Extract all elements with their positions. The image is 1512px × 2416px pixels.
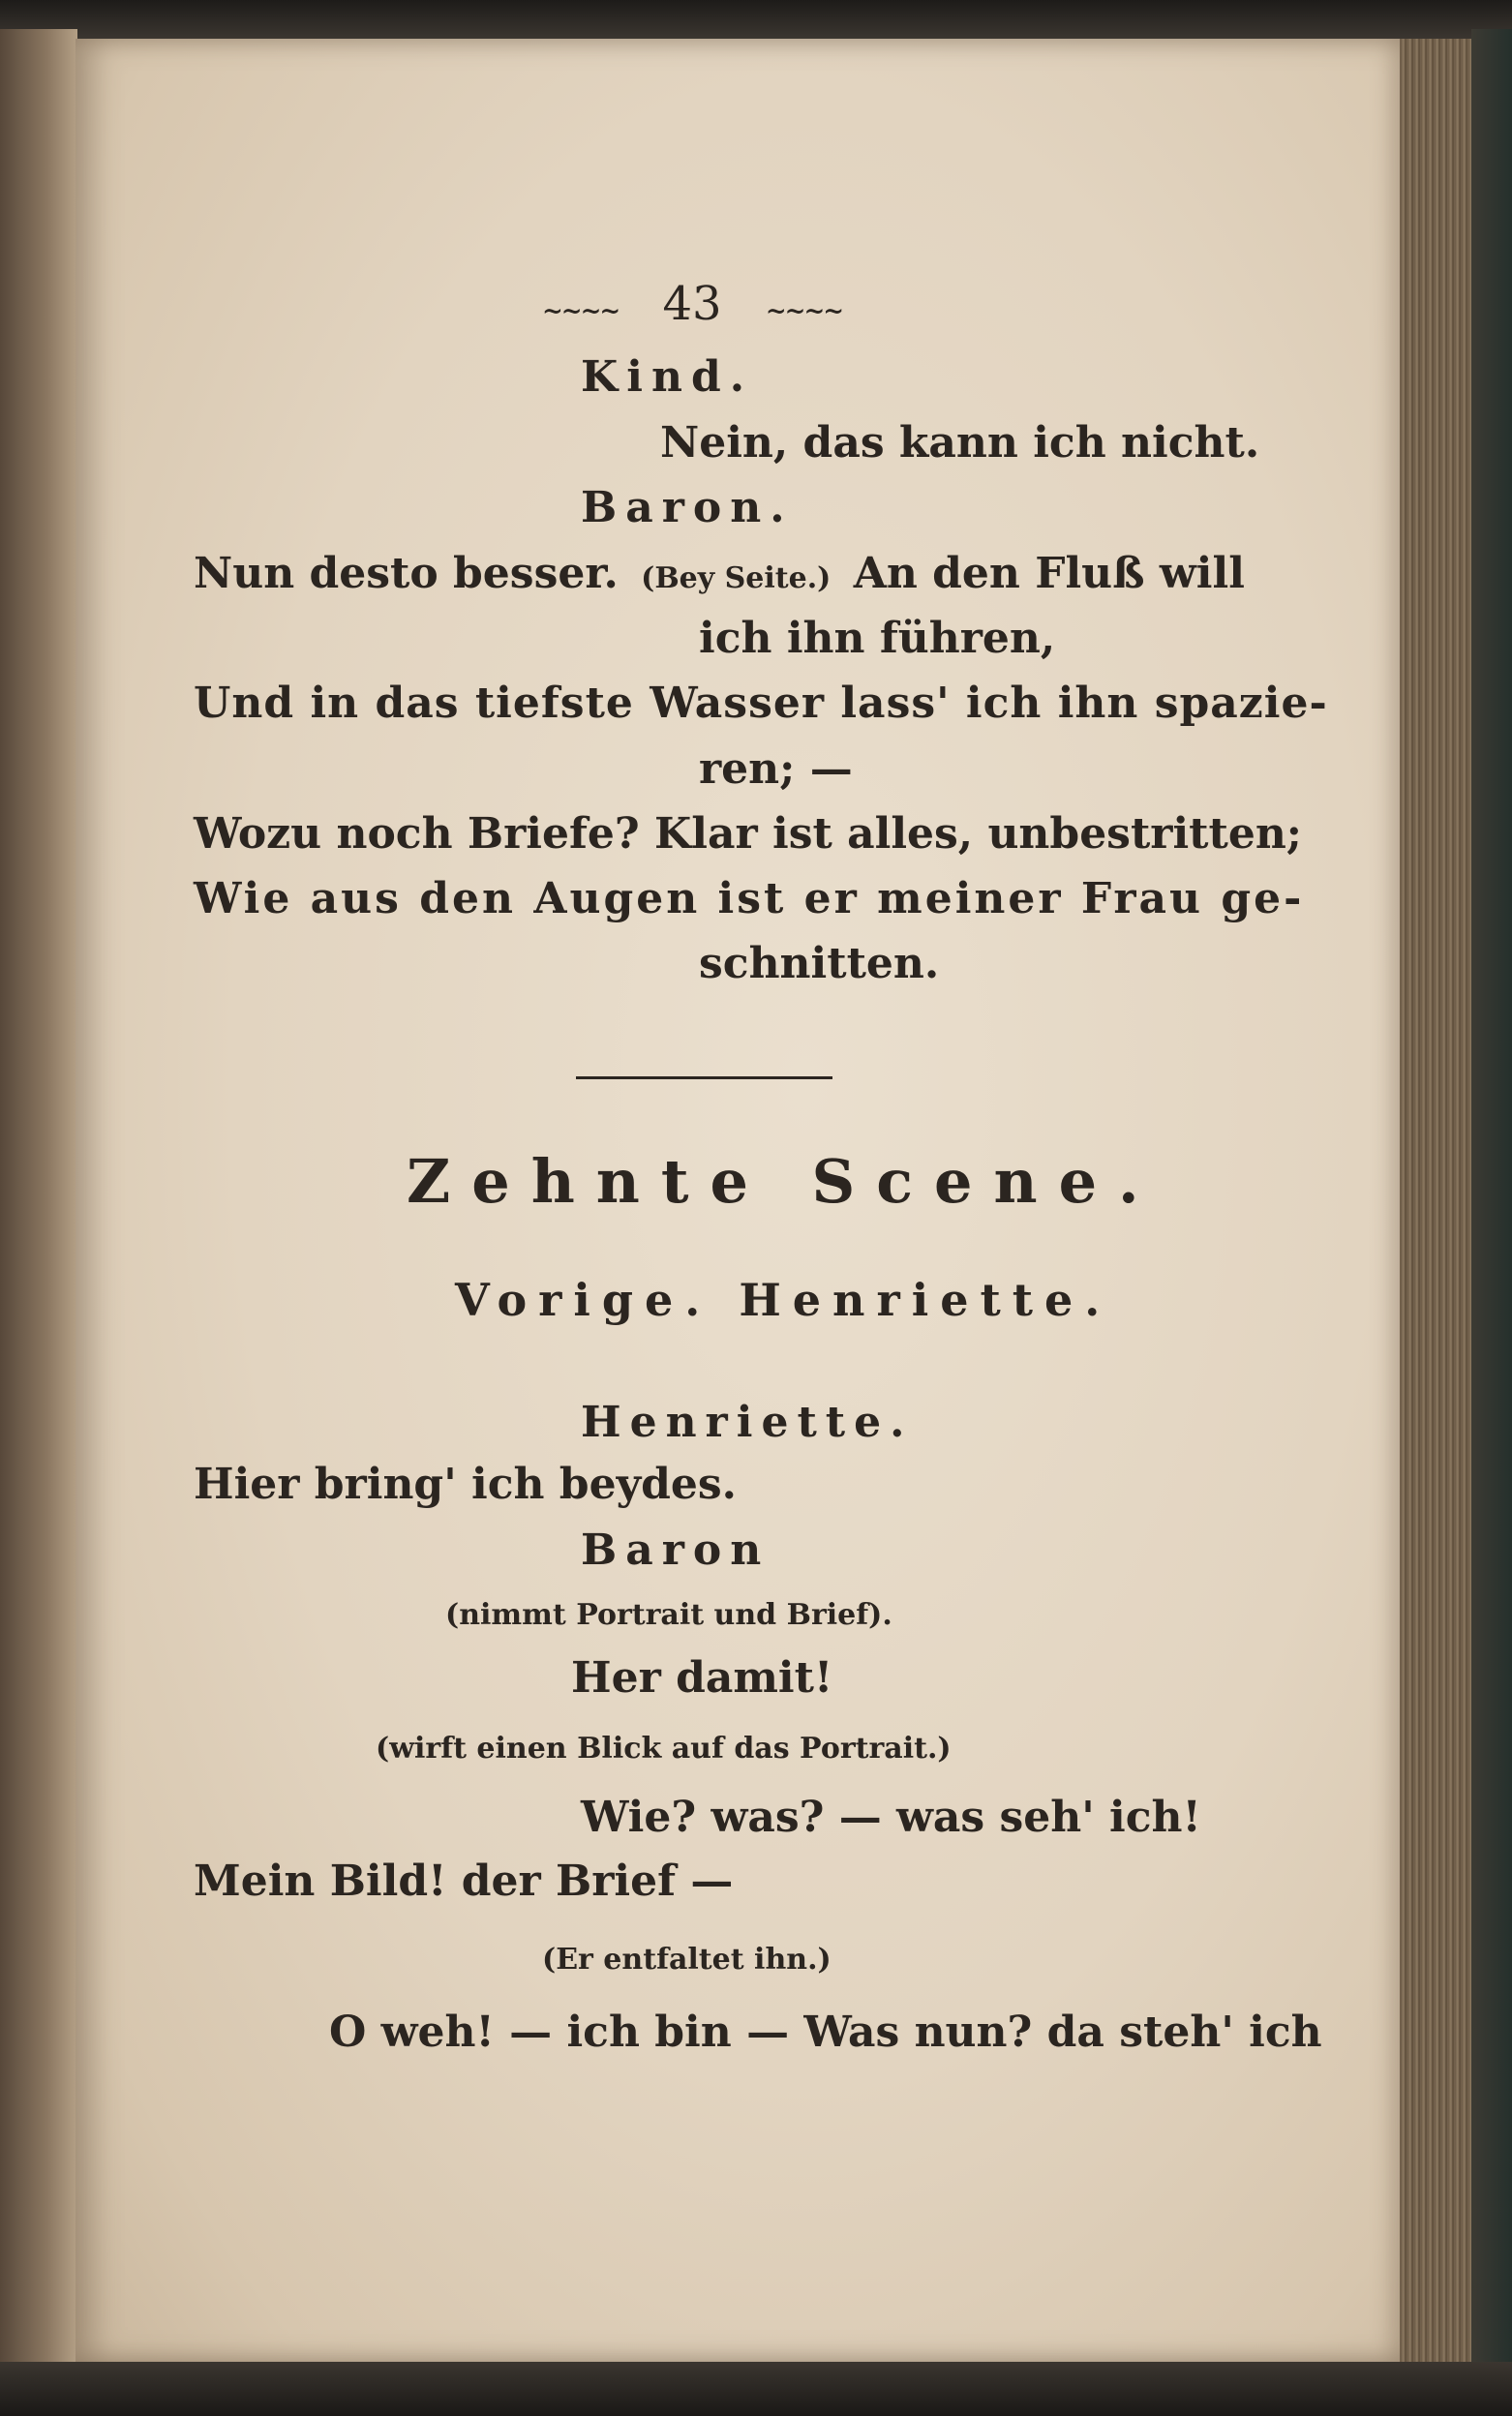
book-cover-bottom [0,2362,1512,2416]
text-segment: An den Fluß will [853,549,1245,598]
text-line: Wie? was? — was seh' ich! [581,1793,1201,1842]
text-line: schnitten. [699,939,940,988]
text-line: Wozu noch Briefe? Klar ist alles, unbestritten; [194,809,1303,859]
text-line: Nein, das kann ich nicht. [660,418,1260,468]
scene-heading: Zehnte Scene. [407,1146,1161,1217]
page-number: 43 [662,277,722,331]
text-line: Mein Bild! der Brief — [194,1857,734,1906]
scene-persons: Vorige. Henriette. [455,1274,1112,1326]
text-line: Her damit! [571,1653,833,1703]
text-line: ren; — [699,744,853,794]
text-line: Und in das tiefste Wasser lass' ich ihn spazie- [194,679,1328,728]
book-gutter [0,29,77,2371]
book-cover-right [1471,29,1512,2381]
section-divider [576,1076,832,1079]
text-line [194,549,1245,598]
text-line: Wie aus den Augen ist er meiner Frau ge- [194,874,1305,923]
speaker-kind: Kind. [581,352,754,402]
speaker-henriette: Henriette. [581,1398,914,1447]
header-ornament-right: ~~~~ [765,297,843,326]
stage-direction: (Bey Seite.) [641,561,832,595]
text-segment: Nun desto besser. [194,549,619,598]
text-line: O weh! — ich bin — Was nun? da steh' ich [329,2008,1322,2057]
book-cover-top [0,0,1512,39]
speaker-baron: Baron. [581,483,794,532]
text-line: ich ihn führen, [699,614,1056,663]
stage-direction: (nimmt Portrait und Brief). [445,1598,892,1632]
header-ornament-left: ~~~~ [542,297,620,326]
page-header [542,277,843,331]
speaker-baron: Baron [581,1525,771,1575]
stage-direction: (Er entfaltet ihn.) [542,1943,832,1977]
text-line: Hier bring' ich beydes. [194,1460,737,1509]
stage-direction: (wirft einen Blick auf das Portrait.) [376,1732,952,1766]
